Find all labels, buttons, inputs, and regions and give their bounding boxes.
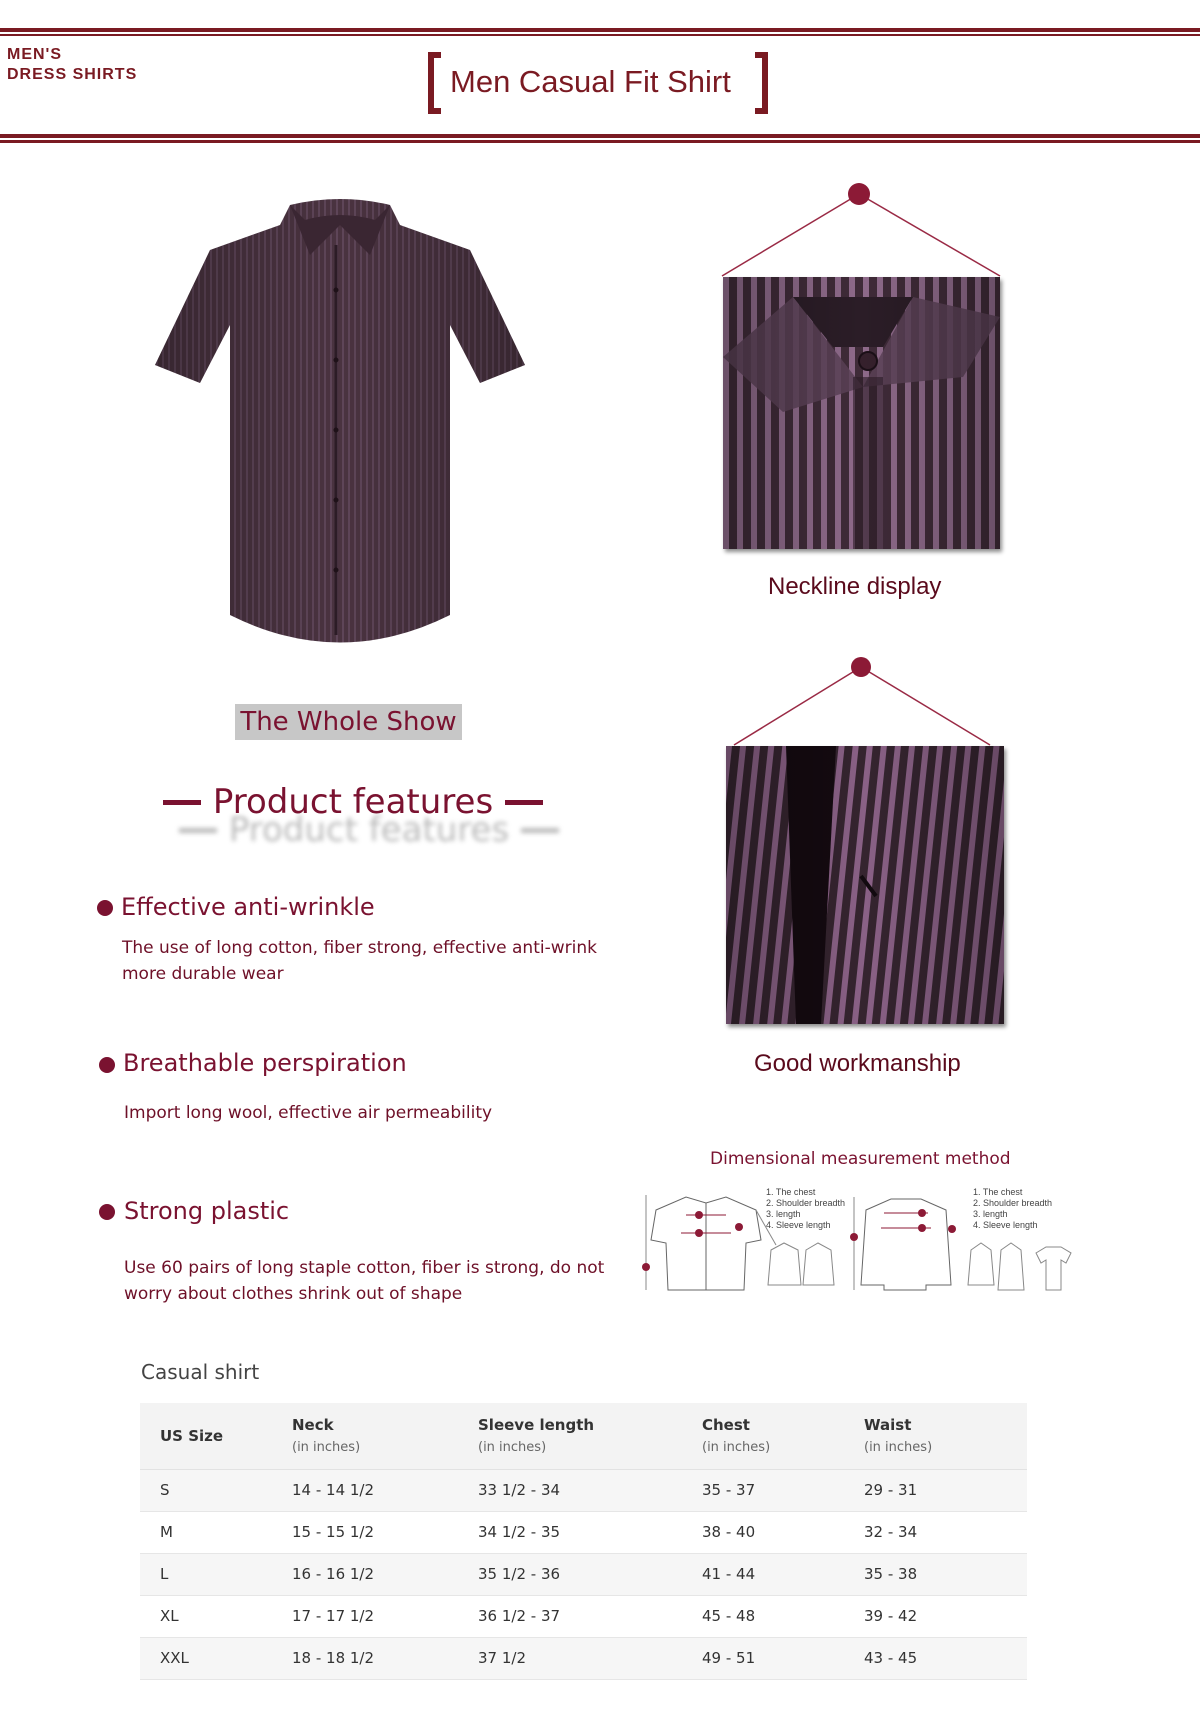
brand-label (7, 45, 137, 85)
feature-bullet (97, 900, 113, 916)
header-top-rule-thin (0, 34, 1200, 36)
table-row: XXL 18 - 18 1/2 37 1/2 49 - 51 43 - 45 (140, 1637, 1027, 1679)
measurement-title: Dimensional measurement method (710, 1149, 1011, 1169)
whole-show-label: The Whole Show (235, 704, 462, 740)
shirt-full-image (150, 195, 530, 660)
legend-shoulder: 2. Shoulder breadth (766, 1198, 846, 1208)
header-bottom-rule-thin (0, 140, 1200, 143)
neckline-caption: Neckline display (768, 573, 942, 600)
legend-length: 3. length (766, 1209, 801, 1219)
col-chest: Chest (in inches) (702, 1403, 864, 1469)
col-us-size: US Size (140, 1403, 292, 1469)
feature-desc-breathable: Import long wool, effective air permeability (124, 1103, 493, 1123)
col-neck: Neck (in inches) (292, 1403, 478, 1469)
table-row: XL 17 - 17 1/2 36 1/2 - 37 45 - 48 39 - 42 (140, 1595, 1027, 1637)
legend-length: 3. length (973, 1209, 1008, 1219)
header-bottom-rule (0, 134, 1200, 138)
measurement-diagram (626, 1185, 1076, 1300)
feature-bullet (99, 1204, 115, 1220)
workmanship-caption: Good workmanship (754, 1050, 961, 1077)
brand-line-1: MEN'S (7, 46, 63, 63)
table-row: S 14 - 14 1/2 33 1/2 - 34 35 - 37 29 - 31 (140, 1469, 1027, 1511)
legend-shoulder: 2. Shoulder breadth (973, 1198, 1053, 1208)
feature-title-strong-plastic: Strong plastic (124, 1197, 290, 1225)
size-table-title: Casual shirt (141, 1360, 260, 1384)
feature-desc-anti-wrinkle: The use of long cotton, fiber strong, effective anti-wrink more durable wear (122, 938, 597, 984)
feature-title-breathable: Breathable perspiration (123, 1049, 407, 1077)
workmanship-image (726, 746, 1004, 1024)
neckline-pin-lines (720, 180, 1005, 280)
product-features-shadow: Product features (179, 810, 559, 850)
product-features-title: Product features (163, 782, 543, 822)
shirt-measure-legend (766, 1187, 845, 1230)
feature-title-anti-wrinkle: Effective anti-wrinkle (121, 893, 375, 921)
product-features-heading (163, 782, 543, 852)
size-table (140, 1403, 1027, 1680)
feature-bullet (99, 1057, 115, 1073)
neckline-image (723, 277, 1000, 549)
garment-sketches (968, 1243, 1071, 1290)
legend-sleeve: 4. Sleeve length (973, 1220, 1038, 1230)
col-waist: Waist (in inches) (864, 1403, 1027, 1469)
sweater-measure-diagram (854, 1197, 951, 1290)
page-title: Men Casual Fit Shirt (450, 64, 731, 99)
shirt-measure-diagram (646, 1195, 776, 1290)
jacket-sketches (768, 1243, 834, 1285)
right-bracket (755, 52, 768, 114)
feature-desc-strong-plastic: Use 60 pairs of long staple cotton, fiber is strong, do not worry about clothes shrink out of shape (124, 1258, 605, 1304)
workmanship-pin-lines (730, 655, 1015, 750)
brand-line-2: DRESS SHIRTS (7, 66, 138, 83)
col-sleeve: Sleeve length (in inches) (478, 1403, 702, 1469)
sweater-measure-legend (973, 1187, 1052, 1230)
legend-sleeve: 4. Sleeve length (766, 1220, 831, 1230)
left-bracket (428, 52, 441, 114)
size-table-header (140, 1403, 1027, 1469)
legend-chest: 1. The chest (973, 1187, 1023, 1197)
table-row: M 15 - 15 1/2 34 1/2 - 35 38 - 40 32 - 34 (140, 1511, 1027, 1553)
legend-chest: 1. The chest (766, 1187, 816, 1197)
header-top-rule (0, 28, 1200, 32)
table-row: L 16 - 16 1/2 35 1/2 - 36 41 - 44 35 - 38 (140, 1553, 1027, 1595)
page-title-block (428, 52, 768, 114)
